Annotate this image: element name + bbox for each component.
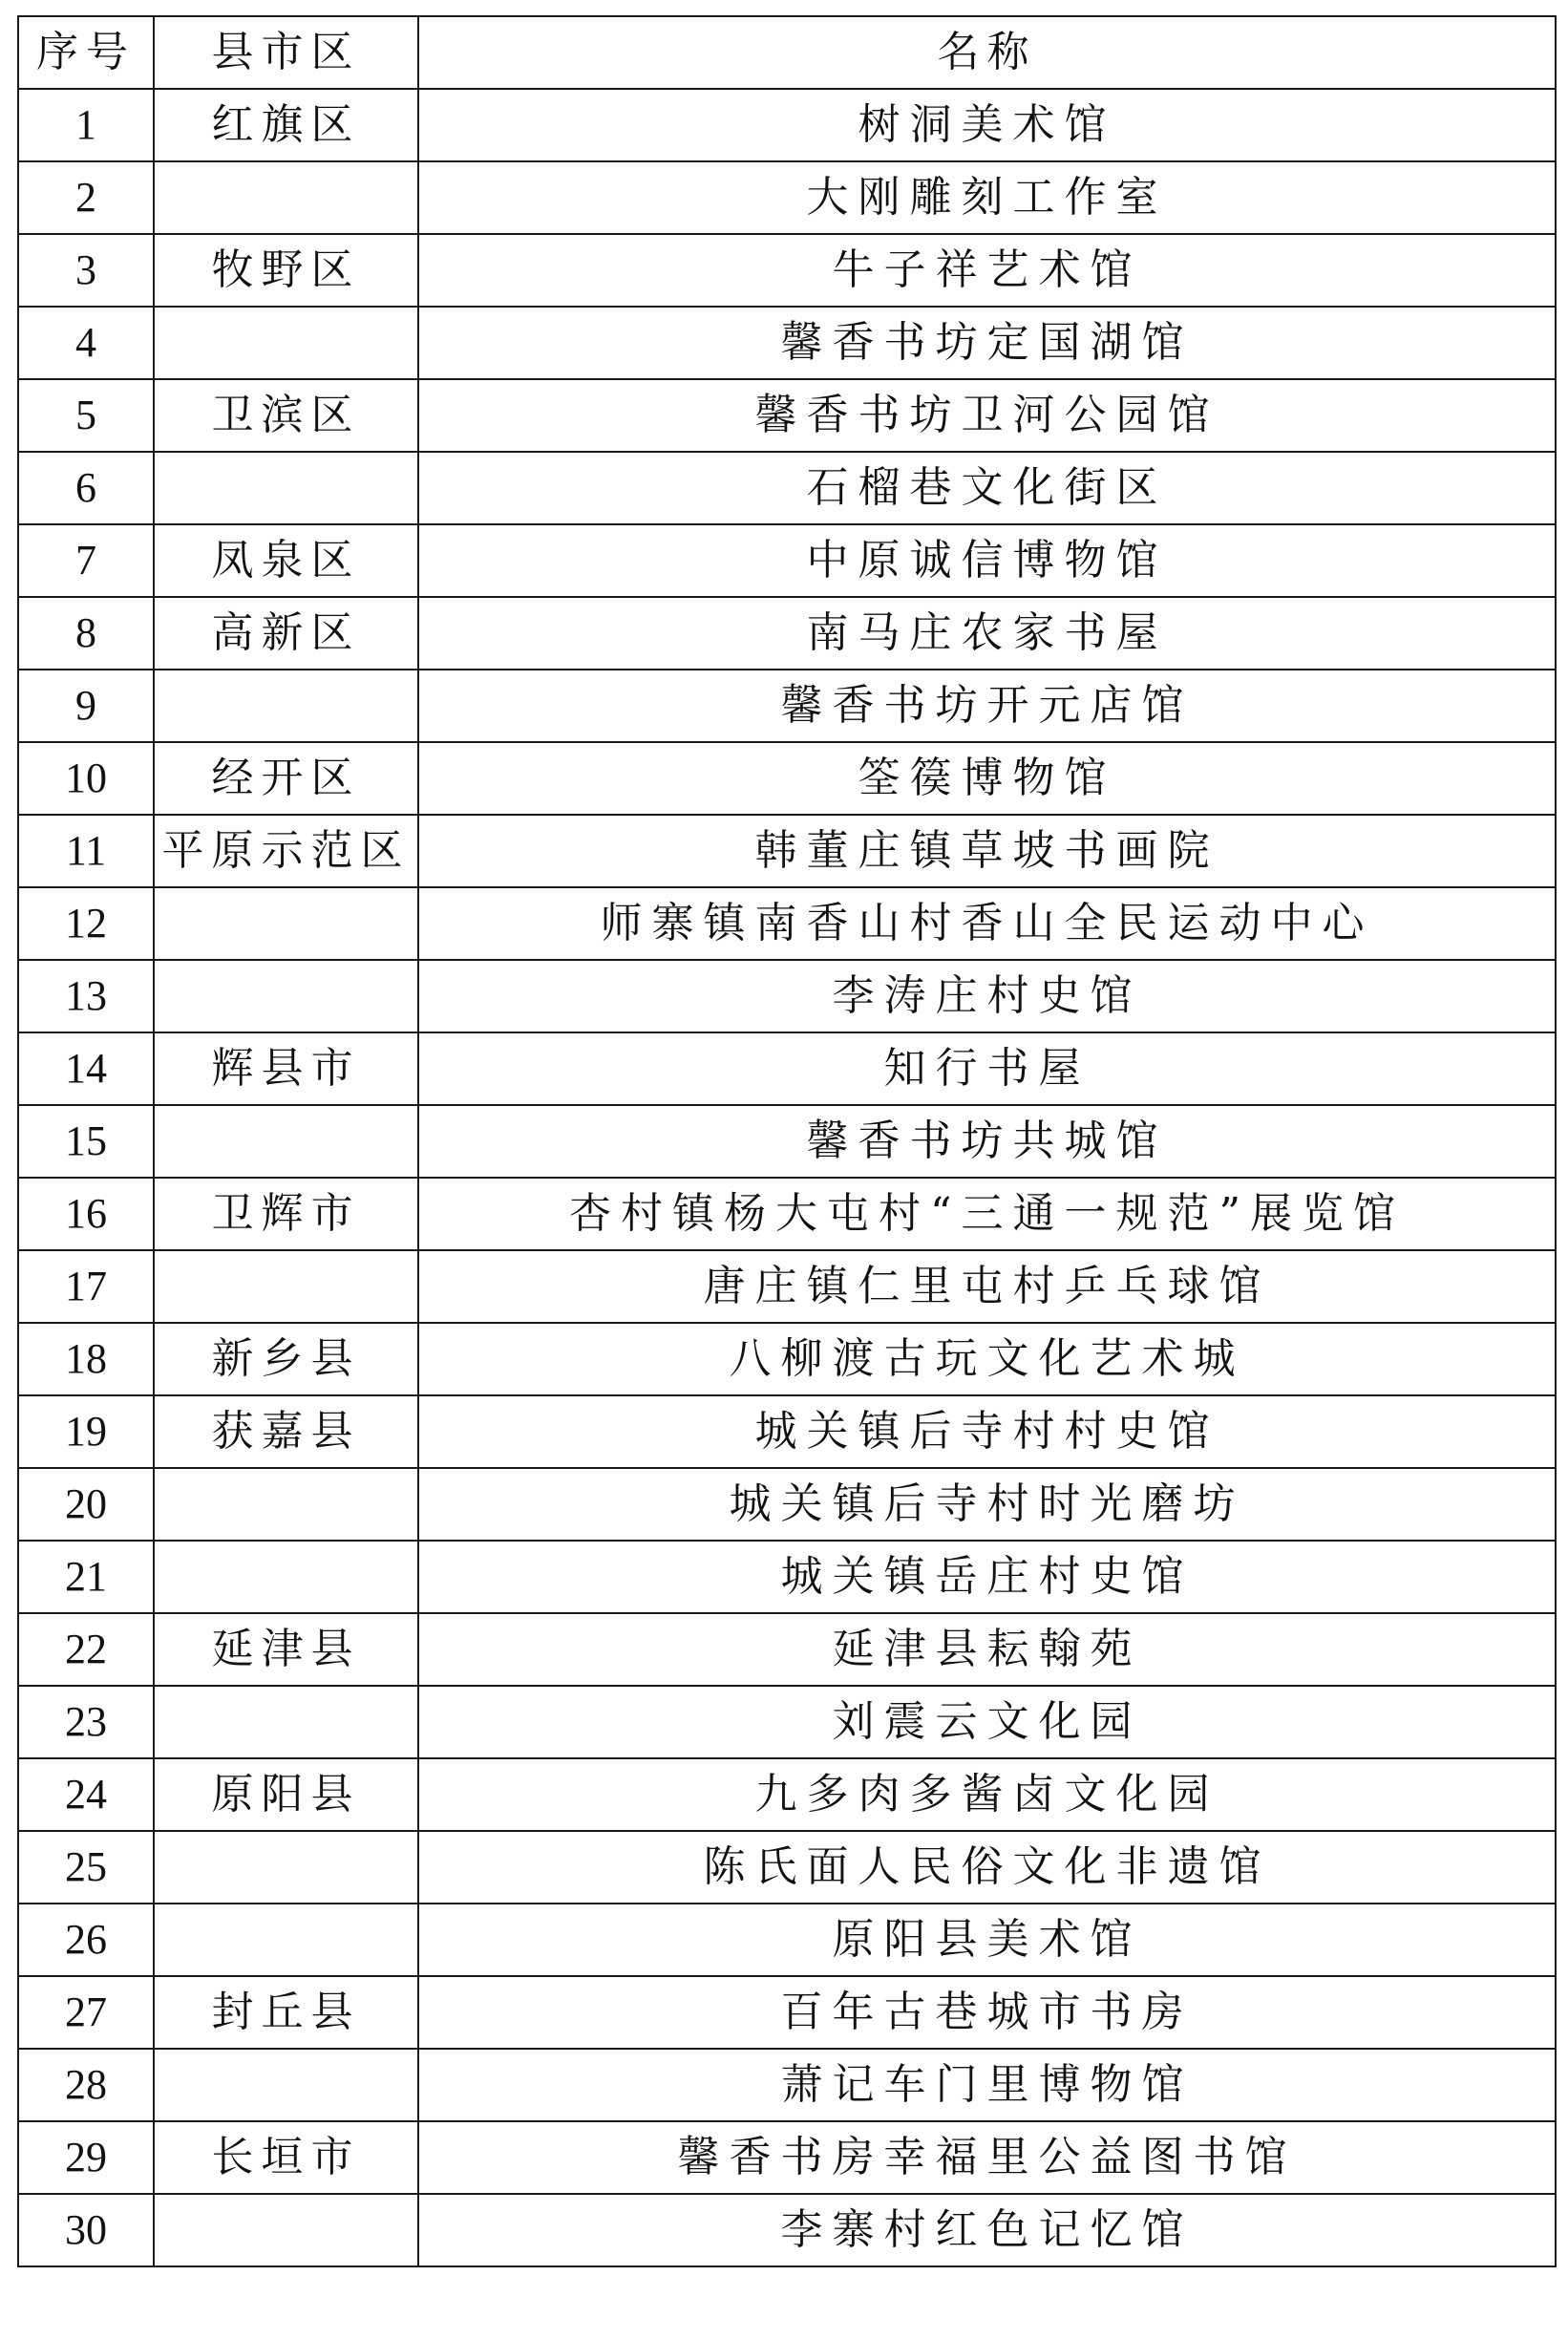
row-name-cell: 城关镇后寺村时光磨坊 xyxy=(418,1468,1556,1541)
table-row xyxy=(18,1468,1556,1541)
row-name-cell: 中原诚信博物馆 xyxy=(418,524,1556,597)
row-county-cell xyxy=(154,1468,418,1541)
table-row xyxy=(18,1178,1556,1250)
row-index-cell: 27 xyxy=(18,1976,154,2049)
row-name-cell: 牛子祥艺术馆 xyxy=(418,234,1556,307)
table-row xyxy=(18,815,1556,887)
table-row xyxy=(18,1250,1556,1323)
row-index-cell: 23 xyxy=(18,1686,154,1758)
row-name-cell: 城关镇后寺村村史馆 xyxy=(418,1395,1556,1468)
row-county-cell xyxy=(154,2049,418,2121)
row-name-cell: 城关镇岳庄村史馆 xyxy=(418,1541,1556,1613)
row-county-cell: 平原示范区 xyxy=(154,815,418,887)
row-index-cell: 4 xyxy=(18,307,154,379)
row-name-cell: 九多肉多酱卤文化园 xyxy=(418,1758,1556,1831)
table-row xyxy=(18,379,1556,452)
table-row xyxy=(18,2194,1556,2266)
row-index-cell: 9 xyxy=(18,670,154,742)
row-name-cell: 馨香书坊共城馆 xyxy=(418,1105,1556,1178)
table-row xyxy=(18,887,1556,960)
row-index-cell: 30 xyxy=(18,2194,154,2266)
row-name-cell: 萧记车门里博物馆 xyxy=(418,2049,1556,2121)
row-index-cell: 5 xyxy=(18,379,154,452)
row-index-cell: 29 xyxy=(18,2121,154,2194)
row-county-cell xyxy=(154,1686,418,1758)
row-name-cell: 延津县耘翰苑 xyxy=(418,1613,1556,1686)
table-row xyxy=(18,2121,1556,2194)
table-row xyxy=(18,161,1556,234)
row-county-cell xyxy=(154,1250,418,1323)
row-county-cell xyxy=(154,1831,418,1904)
row-index-cell: 3 xyxy=(18,234,154,307)
row-index-cell: 22 xyxy=(18,1613,154,1686)
venue-table xyxy=(17,15,1557,2267)
row-index-cell: 8 xyxy=(18,597,154,670)
table-row xyxy=(18,1395,1556,1468)
row-county-cell: 长垣市 xyxy=(154,2121,418,2194)
row-index-cell: 20 xyxy=(18,1468,154,1541)
row-name-cell: 大刚雕刻工作室 xyxy=(418,161,1556,234)
table-row xyxy=(18,234,1556,307)
table-row xyxy=(18,307,1556,379)
row-index-cell: 14 xyxy=(18,1032,154,1105)
table-row xyxy=(18,1758,1556,1831)
row-index-cell: 17 xyxy=(18,1250,154,1323)
table-row xyxy=(18,670,1556,742)
table-row xyxy=(18,89,1556,161)
table-row xyxy=(18,1904,1556,1976)
table-row xyxy=(18,1541,1556,1613)
table-row xyxy=(18,742,1556,815)
row-index-cell: 26 xyxy=(18,1904,154,1976)
row-index-cell: 21 xyxy=(18,1541,154,1613)
row-county-cell: 延津县 xyxy=(154,1613,418,1686)
row-name-cell: 馨香书坊开元店馆 xyxy=(418,670,1556,742)
row-index-cell: 2 xyxy=(18,161,154,234)
row-county-cell xyxy=(154,960,418,1032)
row-county-cell: 辉县市 xyxy=(154,1032,418,1105)
row-county-cell: 封丘县 xyxy=(154,1976,418,2049)
row-index-cell: 24 xyxy=(18,1758,154,1831)
table-row xyxy=(18,2049,1556,2121)
row-index-cell: 12 xyxy=(18,887,154,960)
row-name-cell: 八柳渡古玩文化艺术城 xyxy=(418,1323,1556,1395)
row-county-cell: 卫滨区 xyxy=(154,379,418,452)
row-county-cell: 获嘉县 xyxy=(154,1395,418,1468)
row-county-cell xyxy=(154,1904,418,1976)
row-index-cell: 11 xyxy=(18,815,154,887)
row-county-cell xyxy=(154,1105,418,1178)
row-name-cell: 石榴巷文化街区 xyxy=(418,452,1556,524)
row-county-cell: 原阳县 xyxy=(154,1758,418,1831)
row-index-cell: 25 xyxy=(18,1831,154,1904)
row-name-cell: 知行书屋 xyxy=(418,1032,1556,1105)
row-name-cell: 陈氏面人民俗文化非遗馆 xyxy=(418,1831,1556,1904)
table-row xyxy=(18,597,1556,670)
row-name-cell: 杏村镇杨大屯村“三通一规范”展览馆 xyxy=(418,1178,1556,1250)
row-index-cell: 1 xyxy=(18,89,154,161)
row-index-cell: 28 xyxy=(18,2049,154,2121)
row-county-cell: 经开区 xyxy=(154,742,418,815)
row-county-cell xyxy=(154,2194,418,2266)
row-name-cell: 树洞美术馆 xyxy=(418,89,1556,161)
row-name-cell: 馨香书坊卫河公园馆 xyxy=(418,379,1556,452)
row-index-cell: 10 xyxy=(18,742,154,815)
table-row xyxy=(18,524,1556,597)
table-row xyxy=(18,1976,1556,2049)
row-index-cell: 19 xyxy=(18,1395,154,1468)
header-index: 序号 xyxy=(18,16,154,89)
row-name-cell: 南马庄农家书屋 xyxy=(418,597,1556,670)
table-row xyxy=(18,1686,1556,1758)
row-name-cell: 馨香书房幸福里公益图书馆 xyxy=(418,2121,1556,2194)
row-county-cell xyxy=(154,161,418,234)
header-county: 县市区 xyxy=(154,16,418,89)
table-row xyxy=(18,960,1556,1032)
row-name-cell: 李涛庄村史馆 xyxy=(418,960,1556,1032)
row-name-cell: 原阳县美术馆 xyxy=(418,1904,1556,1976)
row-county-cell xyxy=(154,670,418,742)
row-county-cell xyxy=(154,452,418,524)
row-county-cell: 高新区 xyxy=(154,597,418,670)
row-index-cell: 16 xyxy=(18,1178,154,1250)
row-name-cell: 刘震云文化园 xyxy=(418,1686,1556,1758)
row-index-cell: 6 xyxy=(18,452,154,524)
row-index-cell: 15 xyxy=(18,1105,154,1178)
row-county-cell: 新乡县 xyxy=(154,1323,418,1395)
row-index-cell: 13 xyxy=(18,960,154,1032)
row-index-cell: 7 xyxy=(18,524,154,597)
table-row xyxy=(18,452,1556,524)
row-county-cell xyxy=(154,1541,418,1613)
row-name-cell: 百年古巷城市书房 xyxy=(418,1976,1556,2049)
row-county-cell: 凤泉区 xyxy=(154,524,418,597)
row-name-cell: 馨香书坊定国湖馆 xyxy=(418,307,1556,379)
table-header-row xyxy=(18,16,1556,89)
table-row xyxy=(18,1831,1556,1904)
row-name-cell: 韩董庄镇草坡书画院 xyxy=(418,815,1556,887)
row-county-cell: 红旗区 xyxy=(154,89,418,161)
row-county-cell xyxy=(154,307,418,379)
row-name-cell: 唐庄镇仁里屯村乒乓球馆 xyxy=(418,1250,1556,1323)
table-row xyxy=(18,1323,1556,1395)
row-county-cell xyxy=(154,887,418,960)
table-row xyxy=(18,1613,1556,1686)
row-name-cell: 李寨村红色记忆馆 xyxy=(418,2194,1556,2266)
row-county-cell: 牧野区 xyxy=(154,234,418,307)
table-row xyxy=(18,1105,1556,1178)
row-name-cell: 师寨镇南香山村香山全民运动中心 xyxy=(418,887,1556,960)
table-row xyxy=(18,1032,1556,1105)
header-name: 名称 xyxy=(418,16,1556,89)
row-name-cell: 筌篌博物馆 xyxy=(418,742,1556,815)
row-index-cell: 18 xyxy=(18,1323,154,1395)
row-county-cell: 卫辉市 xyxy=(154,1178,418,1250)
